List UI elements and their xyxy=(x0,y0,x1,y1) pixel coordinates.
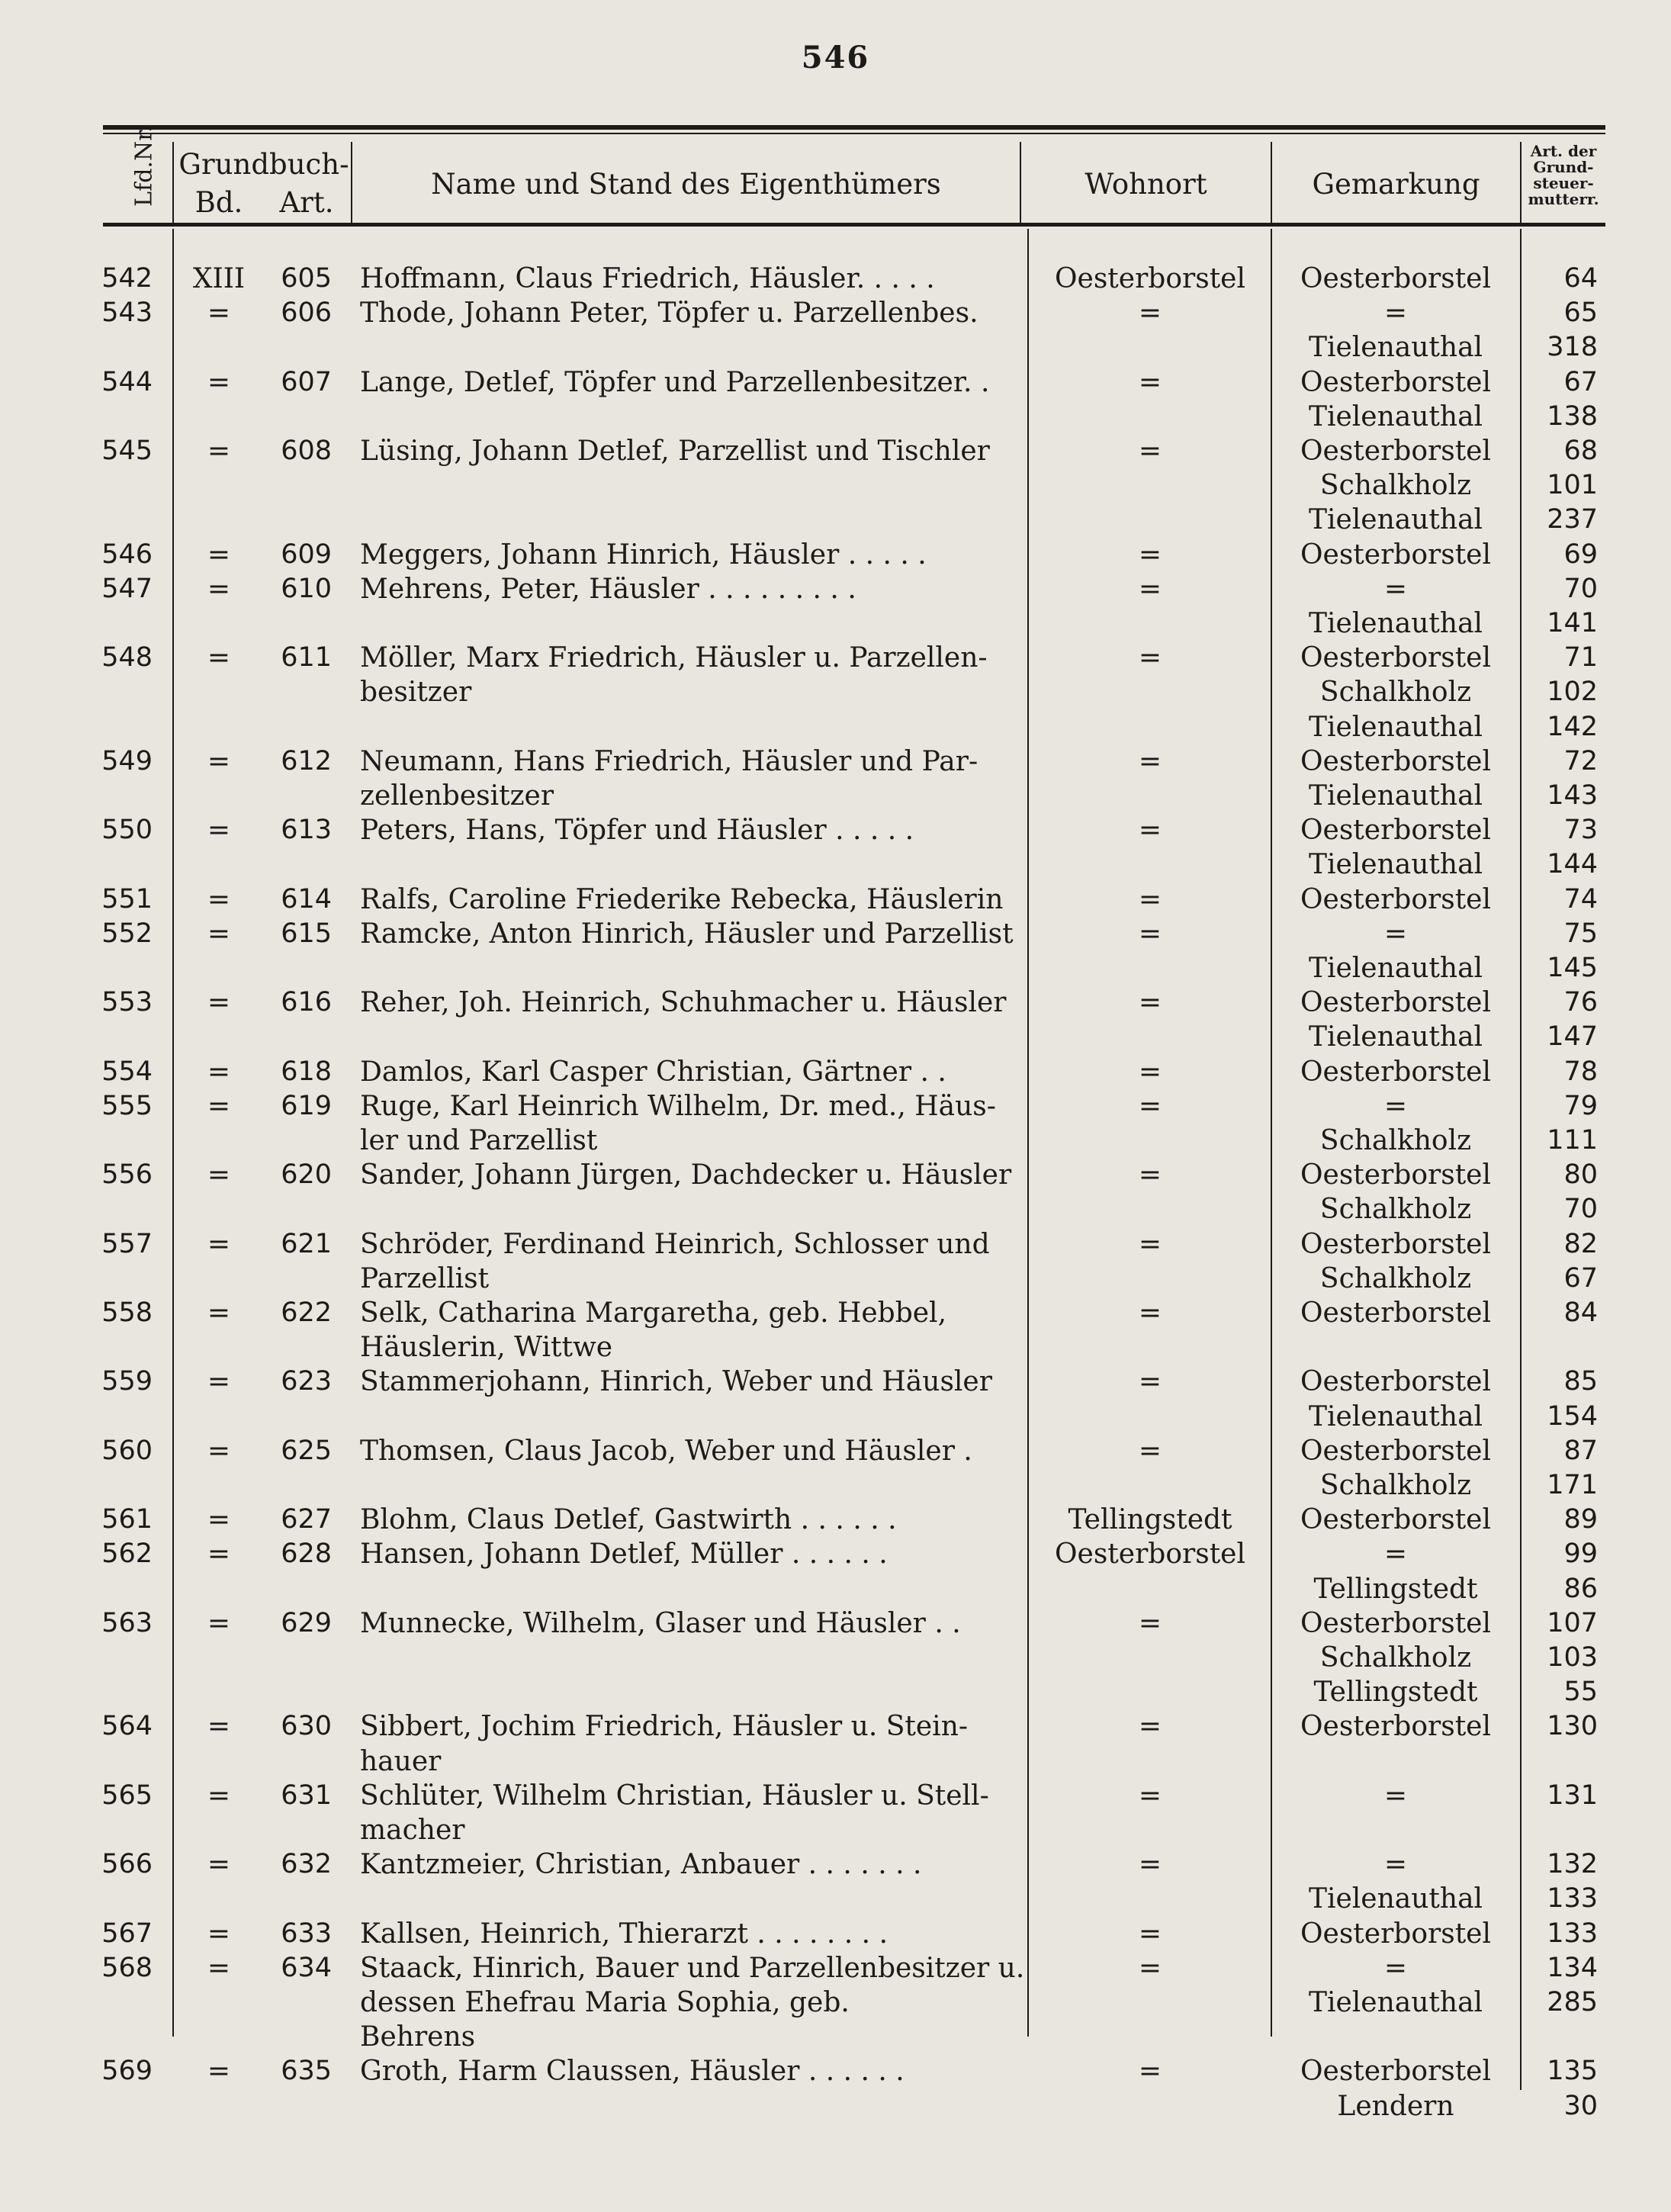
mutterrolle-article: 103 xyxy=(1547,1642,1598,1673)
gemarkung: = xyxy=(1383,1538,1408,1571)
gemarkung: = xyxy=(1383,918,1408,950)
owner-name-line: hauer xyxy=(360,1745,442,1777)
gemarkung: Schalkholz xyxy=(1319,1194,1472,1226)
grundbuch-band: = xyxy=(207,918,231,950)
gemarkung: Tielenauthal xyxy=(1308,711,1483,743)
grundbuch-band: = xyxy=(207,1090,231,1122)
wohnort: = xyxy=(1138,1228,1162,1260)
wohnort: = xyxy=(1138,2056,1162,2088)
entry-number: 557 xyxy=(101,1228,153,1259)
entry-number: 543 xyxy=(101,297,153,329)
grundbuch-band: = xyxy=(207,436,231,467)
grundbuch-artikel: 606 xyxy=(281,297,332,329)
owner-name-line: Meggers, Johann Hinrich, Häusler . . . . . xyxy=(360,539,927,571)
mutterrolle-article: 154 xyxy=(1547,1400,1598,1432)
grundbuch-band: XIII xyxy=(192,263,246,294)
grundbuch-artikel: 619 xyxy=(281,1090,332,1121)
mutterrolle-article: 145 xyxy=(1547,953,1598,983)
grundbuch-band: = xyxy=(207,1849,231,1881)
wohnort: = xyxy=(1138,1159,1162,1191)
mutterrolle-article: 79 xyxy=(1563,1090,1598,1121)
gemarkung: Schalkholz xyxy=(1319,677,1472,709)
gemarkung: Lendern xyxy=(1337,2090,1454,2122)
mutterrolle-article: 138 xyxy=(1547,400,1598,432)
column-divider xyxy=(1271,229,1272,2037)
entry-number: 555 xyxy=(101,1090,153,1121)
grundbuch-artikel: 623 xyxy=(281,1366,332,1397)
entry-number: 554 xyxy=(101,1056,153,1087)
entry-number: 545 xyxy=(101,436,153,466)
mutterrolle-article: 171 xyxy=(1547,1470,1598,1500)
mutterrolle-article: 74 xyxy=(1563,883,1598,915)
wohnort: = xyxy=(1138,883,1162,915)
owner-name-line: Schlüter, Wilhelm Christian, Häusler u. Stell- xyxy=(360,1780,989,1812)
gemarkung: Oesterborstel xyxy=(1300,745,1491,777)
grundbuch-artikel: 634 xyxy=(281,1952,332,1983)
gemarkung: Oesterborstel xyxy=(1300,2056,1491,2088)
grundbuch-band: = xyxy=(207,1297,231,1329)
wohnort: = xyxy=(1138,1711,1162,1743)
header-band: Bd. xyxy=(194,186,243,219)
gemarkung: Oesterborstel xyxy=(1300,436,1491,467)
entry-number: 556 xyxy=(101,1159,153,1191)
mutterrolle-article: 142 xyxy=(1547,711,1598,742)
mutterrolle-article: 237 xyxy=(1547,504,1598,535)
entry-number: 558 xyxy=(101,1297,153,1328)
mutterrolle-article: 134 xyxy=(1547,1952,1598,1983)
grundbuch-artikel: 605 xyxy=(281,263,332,294)
grundbuch-artikel: 608 xyxy=(281,436,332,466)
grundbuch-artikel: 627 xyxy=(281,1504,332,1535)
gemarkung: Oesterborstel xyxy=(1300,1504,1491,1536)
gemarkung: Oesterborstel xyxy=(1300,1159,1491,1191)
owner-name-line: Parzellist xyxy=(360,1262,490,1294)
mutterrolle-article: 55 xyxy=(1563,1677,1598,1708)
owner-name-line: Reher, Joh. Heinrich, Schuhmacher u. Häusler xyxy=(360,987,1007,1019)
gemarkung: Schalkholz xyxy=(1319,1262,1472,1294)
gemarkung: Tielenauthal xyxy=(1308,1400,1483,1432)
owner-name-line: Kantzmeier, Christian, Anbauer . . . . . . . xyxy=(360,1849,922,1881)
owner-name-line: Hoffmann, Claus Friedrich, Häusler. . . . . xyxy=(360,263,935,294)
grundbuch-band: = xyxy=(207,1780,231,1812)
grundbuch-artikel: 635 xyxy=(281,2056,332,2087)
mutterrolle-article: 285 xyxy=(1547,1987,1598,2017)
mutterrolle-article: 107 xyxy=(1547,1607,1598,1638)
wohnort: = xyxy=(1138,1607,1162,1639)
grundbuch-artikel: 613 xyxy=(281,815,332,846)
wohnort: = xyxy=(1138,297,1162,330)
grundbuch-artikel: 616 xyxy=(281,987,332,1018)
grundbuch-band: = xyxy=(207,1607,231,1639)
mutterrolle-article: 67 xyxy=(1563,366,1598,397)
gemarkung: Tielenauthal xyxy=(1308,1987,1483,2018)
gemarkung: Tellingstedt xyxy=(1313,1573,1478,1605)
mutterrolle-article: 143 xyxy=(1547,780,1598,811)
owner-name-line: ler und Parzellist xyxy=(360,1125,598,1156)
mutterrolle-article: 68 xyxy=(1563,436,1598,466)
entry-number: 560 xyxy=(101,1435,153,1466)
mutterrolle-article: 102 xyxy=(1547,677,1598,708)
grundbuch-artikel: 614 xyxy=(281,883,332,915)
mutterrolle-article: 65 xyxy=(1563,297,1598,329)
mutterrolle-article: 86 xyxy=(1563,1573,1598,1604)
owner-name-line: Lange, Detlef, Töpfer und Parzellenbesitzer. . xyxy=(360,366,990,398)
entry-number: 569 xyxy=(101,2056,153,2087)
header-art-mutterrolle: Art. der Grund- steuer- mutterr. xyxy=(1528,142,1599,208)
mutterrolle-article: 99 xyxy=(1563,1538,1598,1570)
grundbuch-band: = xyxy=(207,1435,231,1467)
grundbuch-artikel: 633 xyxy=(281,1918,332,1949)
wohnort: = xyxy=(1138,539,1162,571)
gemarkung: Oesterborstel xyxy=(1300,1918,1491,1950)
owner-name-line: Hansen, Johann Detlef, Müller . . . . . . xyxy=(360,1538,888,1571)
wohnort: = xyxy=(1138,987,1162,1019)
grundbuch-artikel: 615 xyxy=(281,918,332,949)
gemarkung: = xyxy=(1383,297,1408,330)
owner-name-line: Ralfs, Caroline Friederike Rebecka, Häuslerin xyxy=(360,883,1004,915)
gemarkung: = xyxy=(1383,1090,1408,1122)
mutterrolle-article: 69 xyxy=(1563,539,1598,570)
owner-name-line: Ruge, Karl Heinrich Wilhelm, Dr. med., Häus- xyxy=(360,1090,996,1122)
header-artikel: Art. xyxy=(279,186,334,219)
gemarkung: Schalkholz xyxy=(1319,470,1472,502)
entry-number: 542 xyxy=(101,263,153,294)
wohnort: = xyxy=(1138,1918,1162,1950)
entry-number: 547 xyxy=(101,573,153,604)
header-bottom-rule xyxy=(103,223,1605,227)
grundbuch-artikel: 628 xyxy=(281,1538,332,1570)
gemarkung: Tielenauthal xyxy=(1308,849,1483,881)
gemarkung: Oesterborstel xyxy=(1300,1435,1491,1467)
mutterrolle-article: 147 xyxy=(1547,1021,1598,1053)
top-thick-rule xyxy=(103,125,1605,130)
grundbuch-band: = xyxy=(207,987,231,1019)
wohnort: = xyxy=(1138,745,1162,777)
grundbuch-artikel: 622 xyxy=(281,1297,332,1328)
owner-name-line: Thomsen, Claus Jacob, Weber und Häusler . xyxy=(360,1435,972,1467)
mutterrolle-article: 75 xyxy=(1563,918,1598,949)
mutterrolle-article: 87 xyxy=(1563,1435,1598,1466)
mutterrolle-article: 84 xyxy=(1563,1297,1598,1328)
owner-name-line: Stammerjohann, Hinrich, Weber und Häusler xyxy=(360,1366,992,1398)
entry-number: 548 xyxy=(101,642,153,674)
grundbuch-band: = xyxy=(207,1952,231,1984)
gemarkung: = xyxy=(1383,573,1408,605)
entry-number: 564 xyxy=(101,1711,153,1742)
grundbuch-artikel: 609 xyxy=(281,539,332,570)
grundbuch-artikel: 618 xyxy=(281,1056,332,1087)
gemarkung: Oesterborstel xyxy=(1300,366,1491,398)
gemarkung: Schalkholz xyxy=(1319,1470,1472,1501)
mutterrolle-article: 85 xyxy=(1563,1366,1598,1397)
owner-name-line: Mehrens, Peter, Häusler . . . . . . . . . xyxy=(360,573,856,605)
gemarkung: = xyxy=(1383,1849,1408,1881)
entry-number: 546 xyxy=(101,539,153,570)
grundbuch-band: = xyxy=(207,297,231,330)
owner-name-line: Möller, Marx Friedrich, Häusler u. Parzellen- xyxy=(360,642,988,674)
owner-name-line: Ramcke, Anton Hinrich, Häusler und Parzellist xyxy=(360,918,1014,950)
mutterrolle-article: 318 xyxy=(1547,332,1598,363)
wohnort: = xyxy=(1138,1090,1162,1122)
gemarkung: Tielenauthal xyxy=(1308,332,1483,364)
mutterrolle-article: 73 xyxy=(1563,815,1598,846)
wohnort: = xyxy=(1138,1297,1162,1329)
gemarkung: Oesterborstel xyxy=(1300,1711,1491,1743)
wohnort: Oesterborstel xyxy=(1055,1538,1245,1571)
gemarkung: Oesterborstel xyxy=(1300,263,1491,294)
wohnort: = xyxy=(1138,1849,1162,1881)
wohnort: = xyxy=(1138,642,1162,674)
entry-number: 549 xyxy=(101,745,153,776)
grundbuch-artikel: 631 xyxy=(281,1780,332,1811)
entry-number: 563 xyxy=(101,1607,153,1638)
grundbuch-artikel: 621 xyxy=(281,1228,332,1259)
mutterrolle-article: 67 xyxy=(1563,1262,1598,1294)
header-nr: Lfd.Nr. xyxy=(130,125,158,207)
wohnort: = xyxy=(1138,1056,1162,1088)
owner-name-line: Selk, Catharina Margaretha, geb. Hebbel, xyxy=(360,1297,947,1329)
grundbuch-band: = xyxy=(207,1366,231,1398)
mutterrolle-article: 133 xyxy=(1547,1918,1598,1949)
entry-number: 551 xyxy=(101,883,153,915)
grundbuch-band: = xyxy=(207,745,231,777)
owner-name-line: zellenbesitzer xyxy=(360,780,554,812)
grundbuch-band: = xyxy=(207,573,231,605)
wohnort: = xyxy=(1138,366,1162,398)
owner-name-line: dessen Ehefrau Maria Sophia, geb. xyxy=(360,1987,850,2018)
mutterrolle-article: 133 xyxy=(1547,1883,1598,1915)
grundbuch-artikel: 607 xyxy=(281,366,332,397)
gemarkung: Tielenauthal xyxy=(1308,953,1483,984)
owner-name-line: Staack, Hinrich, Bauer und Parzellenbesitzer u. xyxy=(360,1952,1025,1984)
gemarkung: = xyxy=(1383,1780,1408,1812)
entry-number: 565 xyxy=(101,1780,153,1811)
owner-name-line: Munnecke, Wilhelm, Glaser und Häusler . . xyxy=(360,1607,961,1639)
entry-number: 550 xyxy=(101,815,153,846)
header-grundbuch: Grundbuch- xyxy=(178,148,349,181)
mutterrolle-article: 64 xyxy=(1563,263,1598,294)
entry-number: 559 xyxy=(101,1366,153,1397)
mutterrolle-article: 70 xyxy=(1563,573,1598,604)
entry-number: 567 xyxy=(101,1918,153,1949)
mutterrolle-article: 71 xyxy=(1563,642,1598,674)
grundbuch-band: = xyxy=(207,1056,231,1088)
wohnort: = xyxy=(1138,1366,1162,1398)
mutterrolle-article: 80 xyxy=(1563,1159,1598,1191)
owner-name-line: Häuslerin, Wittwe xyxy=(360,1332,613,1364)
gemarkung: Oesterborstel xyxy=(1300,1607,1491,1639)
owner-name-line: Schröder, Ferdinand Heinrich, Schlosser und xyxy=(360,1228,990,1260)
owner-name-line: besitzer xyxy=(360,677,472,709)
owner-name-line: Blohm, Claus Detlef, Gastwirth . . . . . . xyxy=(360,1504,897,1536)
grundbuch-band: = xyxy=(207,1228,231,1260)
entry-number: 552 xyxy=(101,918,153,949)
owner-name-line: Sander, Johann Jürgen, Dachdecker u. Häusler xyxy=(360,1159,1012,1191)
wohnort: = xyxy=(1138,1435,1162,1467)
gemarkung: Oesterborstel xyxy=(1300,883,1491,915)
owner-name-line: Kallsen, Heinrich, Thierarzt . . . . . . . . xyxy=(360,1918,889,1950)
grundbuch-band: = xyxy=(207,642,231,674)
mutterrolle-article: 78 xyxy=(1563,1056,1598,1087)
mutterrolle-article: 111 xyxy=(1547,1125,1598,1156)
mutterrolle-article: 82 xyxy=(1563,1228,1598,1259)
grundbuch-band: = xyxy=(207,2056,231,2088)
gemarkung: Tielenauthal xyxy=(1308,608,1483,639)
grundbuch-artikel: 611 xyxy=(281,642,332,674)
mutterrolle-article: 30 xyxy=(1563,2090,1598,2121)
wohnort: = xyxy=(1138,1780,1162,1812)
mutterrolle-article: 101 xyxy=(1547,470,1598,501)
owner-name-line: Damlos, Karl Casper Christian, Gärtner . . xyxy=(360,1056,946,1088)
mutterrolle-article: 132 xyxy=(1547,1849,1598,1880)
entry-number: 544 xyxy=(101,366,153,397)
gemarkung: Oesterborstel xyxy=(1300,815,1491,847)
wohnort: Oesterborstel xyxy=(1055,263,1245,294)
wohnort: = xyxy=(1138,815,1162,847)
owner-name-line: Behrens xyxy=(360,2021,476,2053)
grundbuch-band: = xyxy=(207,1159,231,1191)
owner-name-line: Neumann, Hans Friedrich, Häusler und Par- xyxy=(360,745,978,777)
grundbuch-band: = xyxy=(207,366,231,398)
grundbuch-band: = xyxy=(207,1711,231,1743)
header-gemarkung: Gemarkung xyxy=(1312,168,1480,201)
gemarkung: Tellingstedt xyxy=(1313,1677,1478,1709)
header-divider xyxy=(172,142,174,223)
entry-number: 561 xyxy=(101,1504,153,1535)
gemarkung: Tielenauthal xyxy=(1308,1883,1483,1915)
owner-name-line: Lüsing, Johann Detlef, Parzellist und Tischler xyxy=(360,436,990,467)
mutterrolle-article: 135 xyxy=(1547,2056,1598,2087)
grundbuch-artikel: 612 xyxy=(281,745,332,776)
grundbuch-band: = xyxy=(207,1538,231,1571)
mutterrolle-article: 89 xyxy=(1563,1504,1598,1535)
gemarkung: Oesterborstel xyxy=(1300,539,1491,571)
grundbuch-band: = xyxy=(207,1918,231,1950)
mutterrolle-article: 72 xyxy=(1563,745,1598,776)
gemarkung: Tielenauthal xyxy=(1308,1021,1483,1053)
owner-name-line: Groth, Harm Claussen, Häusler . . . . . . xyxy=(360,2056,905,2088)
owner-name-line: Thode, Johann Peter, Töpfer u. Parzellenbes. xyxy=(360,297,978,330)
mutterrolle-article: 131 xyxy=(1547,1780,1598,1811)
header-name: Name und Stand des Eigenthümers xyxy=(431,168,941,201)
gemarkung: = xyxy=(1383,1952,1408,1984)
gemarkung: Tielenauthal xyxy=(1308,780,1483,812)
grundbuch-band: = xyxy=(207,815,231,847)
grundbuch-artikel: 610 xyxy=(281,573,332,604)
grundbuch-artikel: 630 xyxy=(281,1711,332,1742)
gemarkung: Oesterborstel xyxy=(1300,1366,1491,1398)
page-number: 546 xyxy=(801,40,870,76)
gemarkung: Oesterborstel xyxy=(1300,987,1491,1019)
owner-name-line: macher xyxy=(360,1815,465,1846)
header-wohnort: Wohnort xyxy=(1085,168,1207,201)
gemarkung: Oesterborstel xyxy=(1300,642,1491,674)
wohnort: = xyxy=(1138,918,1162,950)
gemarkung: Tielenauthal xyxy=(1308,400,1483,432)
grundbuch-band: = xyxy=(207,539,231,571)
entry-number: 562 xyxy=(101,1538,153,1570)
grundbuch-band: = xyxy=(207,883,231,915)
wohnort: = xyxy=(1138,573,1162,605)
wohnort: Tellingstedt xyxy=(1068,1504,1232,1536)
owner-name-line: Sibbert, Jochim Friedrich, Häusler u. Stein- xyxy=(360,1711,969,1743)
mutterrolle-article: 130 xyxy=(1547,1711,1598,1742)
grundbuch-artikel: 629 xyxy=(281,1607,332,1638)
top-thin-rule xyxy=(103,133,1605,134)
column-divider xyxy=(1027,229,1029,2037)
grundbuch-artikel: 620 xyxy=(281,1159,332,1191)
mutterrolle-article: 141 xyxy=(1547,608,1598,638)
column-divider xyxy=(172,229,174,2037)
grundbuch-artikel: 625 xyxy=(281,1435,332,1466)
gemarkung: Oesterborstel xyxy=(1300,1228,1491,1260)
owner-name-line: Peters, Hans, Töpfer und Häusler . . . . . xyxy=(360,815,914,847)
gemarkung: Tielenauthal xyxy=(1308,504,1483,536)
mutterrolle-article: 76 xyxy=(1563,987,1598,1018)
entry-number: 566 xyxy=(101,1849,153,1880)
gemarkung: Schalkholz xyxy=(1319,1642,1472,1673)
grundbuch-band: = xyxy=(207,1504,231,1536)
entry-number: 568 xyxy=(101,1952,153,1983)
grundbuch-artikel: 632 xyxy=(281,1849,332,1880)
wohnort: = xyxy=(1138,436,1162,467)
mutterrolle-article: 144 xyxy=(1547,849,1598,880)
gemarkung: Oesterborstel xyxy=(1300,1056,1491,1088)
mutterrolle-article: 70 xyxy=(1563,1194,1598,1225)
gemarkung: Oesterborstel xyxy=(1300,1297,1491,1329)
wohnort: = xyxy=(1138,1952,1162,1984)
entry-number: 553 xyxy=(101,987,153,1018)
gemarkung: Schalkholz xyxy=(1319,1125,1472,1156)
